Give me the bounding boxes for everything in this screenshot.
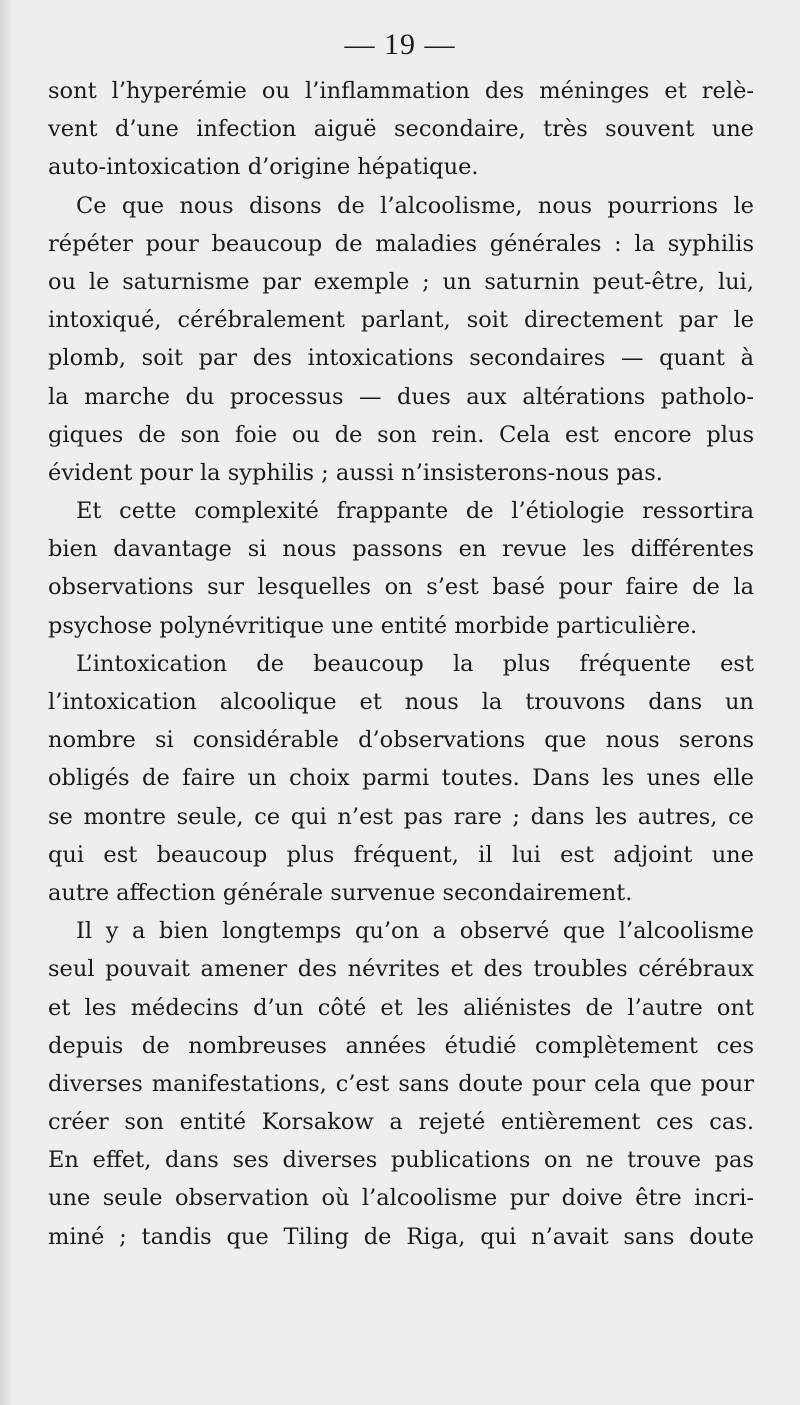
body-text	[48, 72, 754, 1256]
text-line: l’intoxication alcoolique et nous la trouvons dans un	[48, 689, 754, 715]
text-line: répéter pour beaucoup de maladies générales : la syphilis	[48, 230, 754, 257]
text-line: L’intoxication de beaucoup la plus fréquente est	[76, 650, 754, 677]
text-line: une seule observation où l’alcoolisme pur doive être incri-	[48, 1185, 754, 1212]
text-line: créer son entité Korsakow a rejeté entièrement ces cas.	[48, 1109, 754, 1136]
text-line: évident pour la syphilis ; aussi n’insisterons-nous pas.	[48, 459, 663, 486]
text-line: nombre si considérable d’observations que nous serons	[48, 727, 754, 754]
text-line: qui est beaucoup plus fréquent, il lui est adjoint une	[48, 841, 754, 868]
text-line: bien davantage si nous passons en revue les différentes	[48, 536, 754, 563]
text-line: ou le saturnisme par exemple ; un saturnin peut-être, lui,	[48, 268, 754, 295]
text-line: psychose polynévritique une entité morbide particulière.	[48, 612, 698, 639]
text-line: giques de son foie ou de son rein. Cela est encore plus	[48, 421, 754, 448]
text-line: plomb, soit par des intoxications secondaires — quant à	[48, 345, 754, 372]
text-line: auto-intoxication d’origine hépatique.	[48, 154, 479, 181]
text-line: Ce que nous disons de l’alcoolisme, nous pourrions le	[76, 192, 754, 219]
text-line: obligés de faire un choix parmi toutes. Dans les unes elle	[48, 765, 754, 792]
text-line: miné ; tandis que Tiling de Riga, qui n’avait sans doute	[48, 1223, 754, 1250]
text-line: vent d’une infection aiguë secondaire, très souvent une	[48, 116, 754, 143]
text-line: se montre seule, ce qui n’est pas rare ; dans les autres, ce	[48, 803, 754, 830]
text-line: intoxiqué, cérébralement parlant, soit directement par le	[48, 307, 754, 334]
page-edge-shadow	[0, 0, 12, 1405]
text-line: diverses manifestations, c’est sans doute pour cela que pour	[48, 1070, 754, 1097]
text-line: Il y a bien longtemps qu’on a observé que l’alcoolisme	[76, 918, 754, 945]
text-line: et les médecins d’un côté et les aliénistes de l’autre ont	[48, 994, 754, 1021]
text-line: seul pouvait amener des névrites et des troubles cérébraux	[48, 956, 754, 983]
text-line: Et cette complexité frappante de l’étiologie ressortira	[76, 498, 754, 525]
page-number: — 19 —	[344, 28, 456, 61]
text-line: depuis de nombreuses années étudié complètement ces	[48, 1032, 754, 1059]
text-line: observations sur lesquelles on s’est basé pour faire de la	[48, 574, 754, 601]
text-line: En effet, dans ses diverses publications on ne trouve pas	[48, 1147, 754, 1174]
text-line: autre affection générale survenue secondairement.	[48, 879, 633, 906]
text-line: la marche du processus — dues aux altérations patholo-	[48, 383, 754, 410]
text-line: sont l’hyperémie ou l’inflammation des méninges et relè-	[48, 78, 754, 104]
